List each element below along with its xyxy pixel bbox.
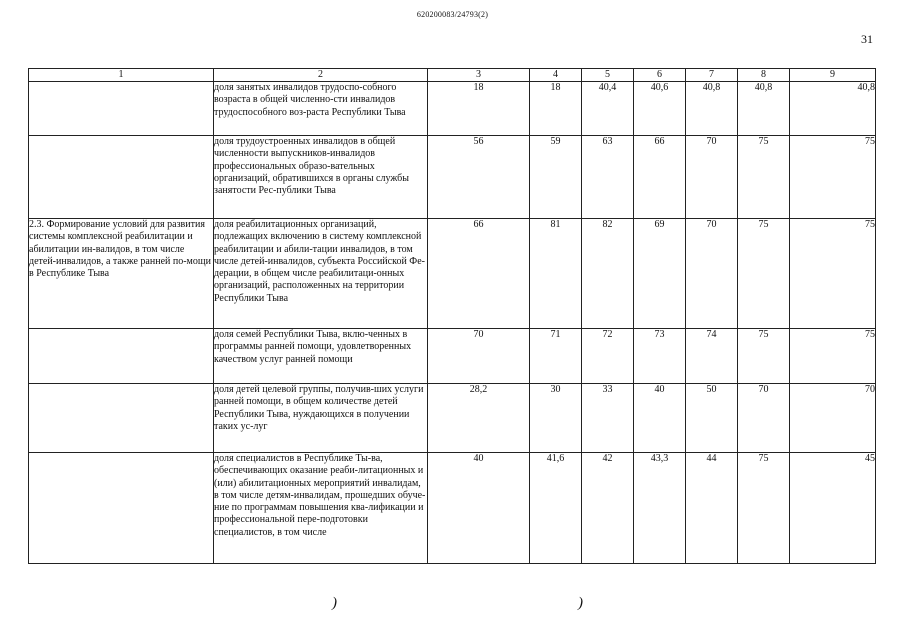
table-row <box>29 219 876 329</box>
section-cell <box>29 329 214 384</box>
indicator-cell: доля детей целевой группы, получив-ших услуги ранней помощи, в общем количестве детей Республики Тыва, нуждающихся в получении таких ус-луг <box>214 384 428 453</box>
table-row <box>29 453 876 564</box>
indicator-cell: доля занятых инвалидов трудоспо-собного возраста в общей численно-сти инвалидов трудоспособного воз-раста Республики Тыва <box>214 82 428 136</box>
value-cell: 81 <box>530 219 582 329</box>
value-cell: 45 <box>790 453 876 564</box>
section-cell: 2.3. Формирование условий для развития системы комплексной реабилитации и абилитации ин-валидов, в том числе детей-инвалидов, а также ранней по-мощи в Республике Тыва <box>29 219 214 329</box>
value-cell: 40,8 <box>790 82 876 136</box>
column-header: 1 <box>29 69 214 82</box>
value-cell: 50 <box>686 384 738 453</box>
value-cell: 75 <box>738 329 790 384</box>
value-cell: 70 <box>790 384 876 453</box>
value-cell: 82 <box>582 219 634 329</box>
column-header: 9 <box>790 69 876 82</box>
indicator-cell: доля трудоустроенных инвалидов в общей численности выпускников-инвалидов профессиональных образо-вательных организаций, обратившихся в органы службы занятости Рес-публики Тыва <box>214 136 428 219</box>
column-header: 3 <box>428 69 530 82</box>
value-cell: 56 <box>428 136 530 219</box>
section-cell <box>29 136 214 219</box>
table-row <box>29 136 876 219</box>
value-cell: 40 <box>428 453 530 564</box>
value-cell: 70 <box>686 136 738 219</box>
value-cell: 75 <box>738 453 790 564</box>
value-cell: 70 <box>428 329 530 384</box>
value-cell: 18 <box>428 82 530 136</box>
column-header: 6 <box>634 69 686 82</box>
column-header: 8 <box>738 69 790 82</box>
value-cell: 69 <box>634 219 686 329</box>
value-cell: 66 <box>428 219 530 329</box>
indicator-cell: доля семей Республики Тыва, вклю-ченных в программы ранней помощи, удовлетворенных качеством услуг ранней помощи <box>214 329 428 384</box>
indicators-table <box>28 68 876 564</box>
value-cell: 41,6 <box>530 453 582 564</box>
indicator-cell: доля реабилитационных организаций, подлежащих включению в систему комплексной реабилитации и абили-тации инвалидов, в том числе детей-инвалидов, субъекта Российской Фе-дерации, в общем числе реабилитаци-онных организаций, расположенных на территории Республики Тыва <box>214 219 428 329</box>
value-cell: 72 <box>582 329 634 384</box>
value-cell: 30 <box>530 384 582 453</box>
value-cell: 40,6 <box>634 82 686 136</box>
page-number: 31 <box>861 32 873 46</box>
section-cell <box>29 384 214 453</box>
value-cell: 75 <box>790 329 876 384</box>
value-cell: 42 <box>582 453 634 564</box>
column-header: 2 <box>214 69 428 82</box>
section-cell <box>29 82 214 136</box>
value-cell: 44 <box>686 453 738 564</box>
table-header-row <box>29 69 876 82</box>
value-cell: 43,3 <box>634 453 686 564</box>
value-cell: 71 <box>530 329 582 384</box>
section-cell <box>29 453 214 564</box>
value-cell: 75 <box>790 136 876 219</box>
table-row <box>29 384 876 453</box>
value-cell: 18 <box>530 82 582 136</box>
value-cell: 73 <box>634 329 686 384</box>
value-cell: 28,2 <box>428 384 530 453</box>
value-cell: 75 <box>738 219 790 329</box>
value-cell: 59 <box>530 136 582 219</box>
value-cell: 40,4 <box>582 82 634 136</box>
column-header: 7 <box>686 69 738 82</box>
value-cell: 75 <box>738 136 790 219</box>
document-id: 620200083/24793(2) <box>416 10 489 19</box>
value-cell: 63 <box>582 136 634 219</box>
value-cell: 40 <box>634 384 686 453</box>
table-row <box>29 329 876 384</box>
footer-mark: ) <box>578 595 583 611</box>
column-header: 5 <box>582 69 634 82</box>
value-cell: 40,8 <box>686 82 738 136</box>
column-header: 4 <box>530 69 582 82</box>
indicator-cell: доля специалистов в Республике Ты-ва, обеспечивающих оказание реаби-литационных и (или) абилитационных мероприятий инвалидам, в том числе детям-инвалидам, прошедших обуче-ние по программам повышения ква-лификации и профессиональной пере-подготовки специалистов, в том числе <box>214 453 428 564</box>
value-cell: 75 <box>790 219 876 329</box>
value-cell: 70 <box>686 219 738 329</box>
value-cell: 70 <box>738 384 790 453</box>
table-row <box>29 82 876 136</box>
value-cell: 33 <box>582 384 634 453</box>
value-cell: 40,8 <box>738 82 790 136</box>
value-cell: 74 <box>686 329 738 384</box>
footer-mark: ) <box>332 595 337 611</box>
value-cell: 66 <box>634 136 686 219</box>
